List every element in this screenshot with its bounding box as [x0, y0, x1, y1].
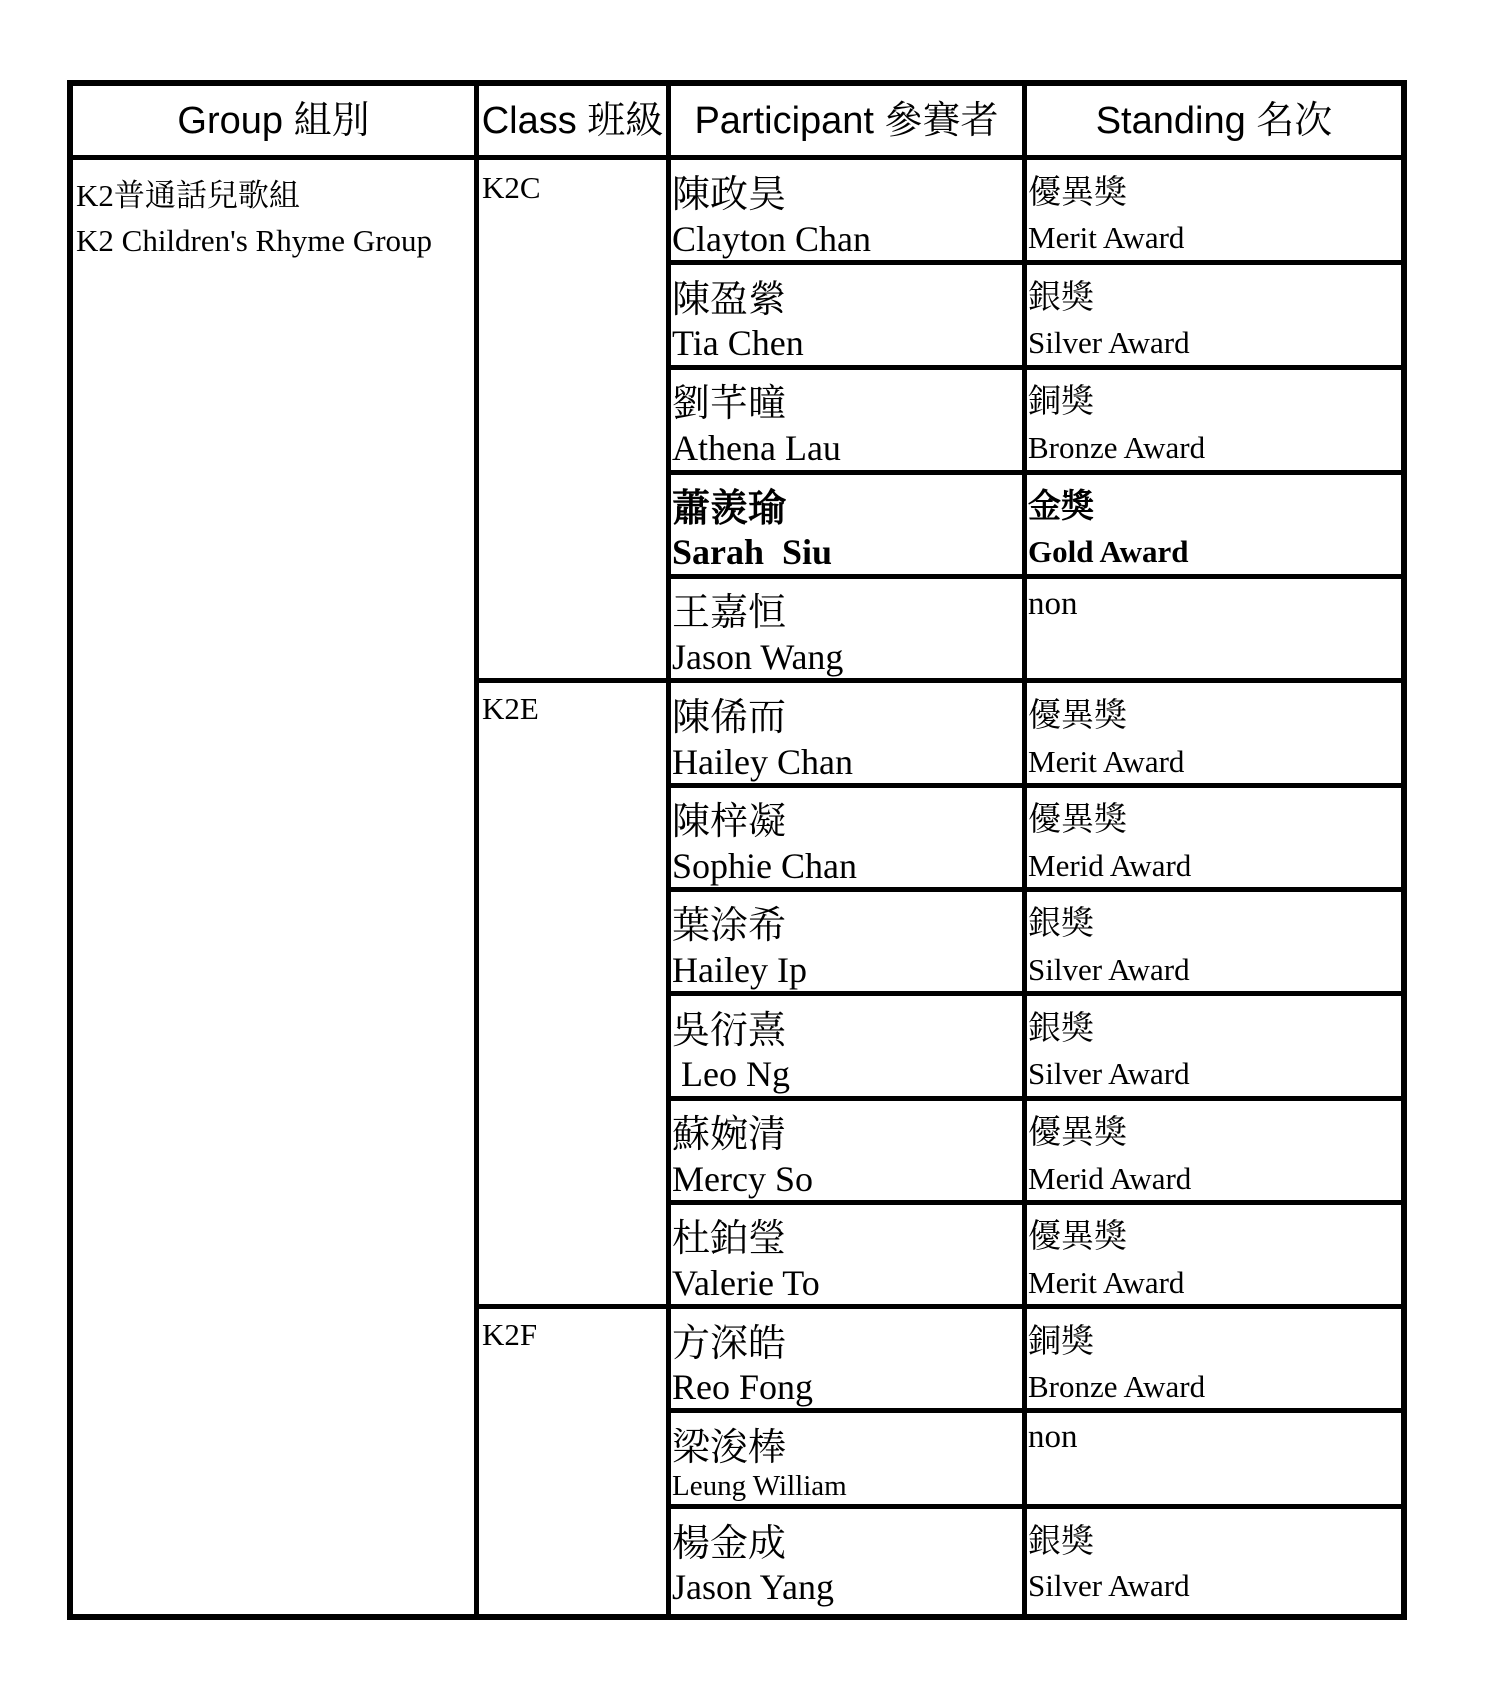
standing-zh: 銀獎 — [1028, 1011, 1094, 1047]
group-name-en: K2 Children's Rhyme Group — [76, 223, 433, 258]
row-divider — [666, 260, 1407, 265]
column-divider — [666, 80, 671, 1620]
header-participant: Participant 參賽者 — [694, 100, 999, 142]
standing-zh: 優異獎 — [1028, 1115, 1127, 1151]
participant-name-en: Mercy So — [672, 1159, 813, 1199]
column-divider — [1022, 80, 1027, 1620]
participant-name-zh: 陳政昊 — [672, 174, 787, 216]
participant-name-en: Tia Chen — [672, 323, 804, 363]
standing-en: Bronze Award — [1028, 430, 1206, 465]
row-divider — [666, 1096, 1407, 1101]
participant-name-en: Hailey Ip — [672, 950, 807, 990]
participant-name-zh: 葉涂希 — [672, 905, 787, 947]
row-divider — [666, 1504, 1407, 1509]
row-divider — [666, 783, 1407, 788]
standing-en: Merit Award — [1028, 220, 1185, 255]
participant-name-en: Hailey Chan — [672, 742, 853, 782]
participant-name-en: Valerie To — [672, 1263, 820, 1303]
standing-zh: 優異獎 — [1028, 698, 1127, 734]
participant-name-en: Sarah Siu — [672, 532, 833, 572]
class-divider — [474, 1304, 1407, 1309]
standing-en: Merit Award — [1028, 1265, 1185, 1300]
row-divider — [666, 470, 1407, 475]
participant-name-en: Leo Ng — [672, 1054, 790, 1094]
participant-name-zh: 陳俙而 — [672, 697, 787, 739]
standing-zh: 銀獎 — [1028, 906, 1094, 942]
standing-en: Merit Award — [1028, 744, 1185, 779]
participant-name-zh: 王嘉恒 — [672, 592, 787, 634]
class-label: K2E — [482, 691, 539, 726]
header-group: Group 組別 — [177, 100, 370, 142]
standing-en: Silver Award — [1028, 1568, 1190, 1603]
participant-name-en: Clayton Chan — [672, 219, 871, 259]
standing-zh: 銅獎 — [1028, 384, 1094, 420]
standing-zh: 優異獎 — [1028, 175, 1127, 211]
participant-name-zh: 劉芊曈 — [672, 383, 787, 425]
participant-name-en: Reo Fong — [672, 1367, 814, 1407]
class-label: K2F — [482, 1317, 538, 1352]
standing-en: Merid Award — [1028, 848, 1192, 883]
standing-zh: non — [1028, 586, 1078, 622]
class-divider — [474, 678, 1407, 683]
row-divider — [666, 1408, 1407, 1413]
participant-name-en: Jason Yang — [672, 1567, 835, 1607]
participant-name-en: Leung William — [672, 1470, 847, 1502]
row-divider — [666, 1200, 1407, 1205]
standing-zh: 銀獎 — [1028, 1524, 1094, 1560]
standing-en: Gold Award — [1028, 534, 1189, 569]
participant-name-zh: 蕭羨瑜 — [672, 488, 787, 530]
participant-name-zh: 方深皓 — [672, 1323, 787, 1365]
group-name-zh: K2普通話兒歌組 — [76, 178, 300, 213]
standing-en: Merid Award — [1028, 1161, 1192, 1196]
participant-name-en: Athena Lau — [672, 428, 841, 468]
participant-name-zh: 杜鉑瑩 — [672, 1218, 787, 1260]
participant-name-zh: 梁浚棒 — [672, 1427, 787, 1469]
header-standing: Standing 名次 — [1095, 100, 1333, 142]
class-label: K2C — [482, 170, 541, 205]
header-class: Class 班級 — [481, 100, 664, 142]
standing-zh: 銀獎 — [1028, 280, 1094, 316]
standing-en: Silver Award — [1028, 325, 1190, 360]
participant-name-en: Jason Wang — [672, 637, 844, 677]
standing-zh: 金獎 — [1028, 489, 1094, 525]
participant-name-zh: 蘇婉清 — [672, 1114, 787, 1156]
participant-name-zh: 陳梓凝 — [672, 801, 787, 843]
column-divider — [474, 80, 479, 1620]
participant-name-zh: 楊金成 — [672, 1523, 787, 1565]
row-divider — [666, 574, 1407, 579]
row-divider — [666, 991, 1407, 996]
standing-zh: 銅獎 — [1028, 1324, 1094, 1360]
row-divider — [666, 365, 1407, 370]
standing-en: Silver Award — [1028, 1056, 1190, 1091]
participant-name-en: Sophie Chan — [672, 846, 857, 886]
standing-en: Silver Award — [1028, 952, 1190, 987]
participant-name-zh: 吳衍熹 — [672, 1010, 787, 1052]
standing-zh: non — [1028, 1419, 1078, 1455]
standing-zh: 優異獎 — [1028, 802, 1127, 838]
standing-en: Bronze Award — [1028, 1369, 1206, 1404]
standing-zh: 優異獎 — [1028, 1219, 1127, 1255]
participant-name-zh: 陳盈縈 — [672, 279, 787, 321]
row-divider — [666, 887, 1407, 892]
